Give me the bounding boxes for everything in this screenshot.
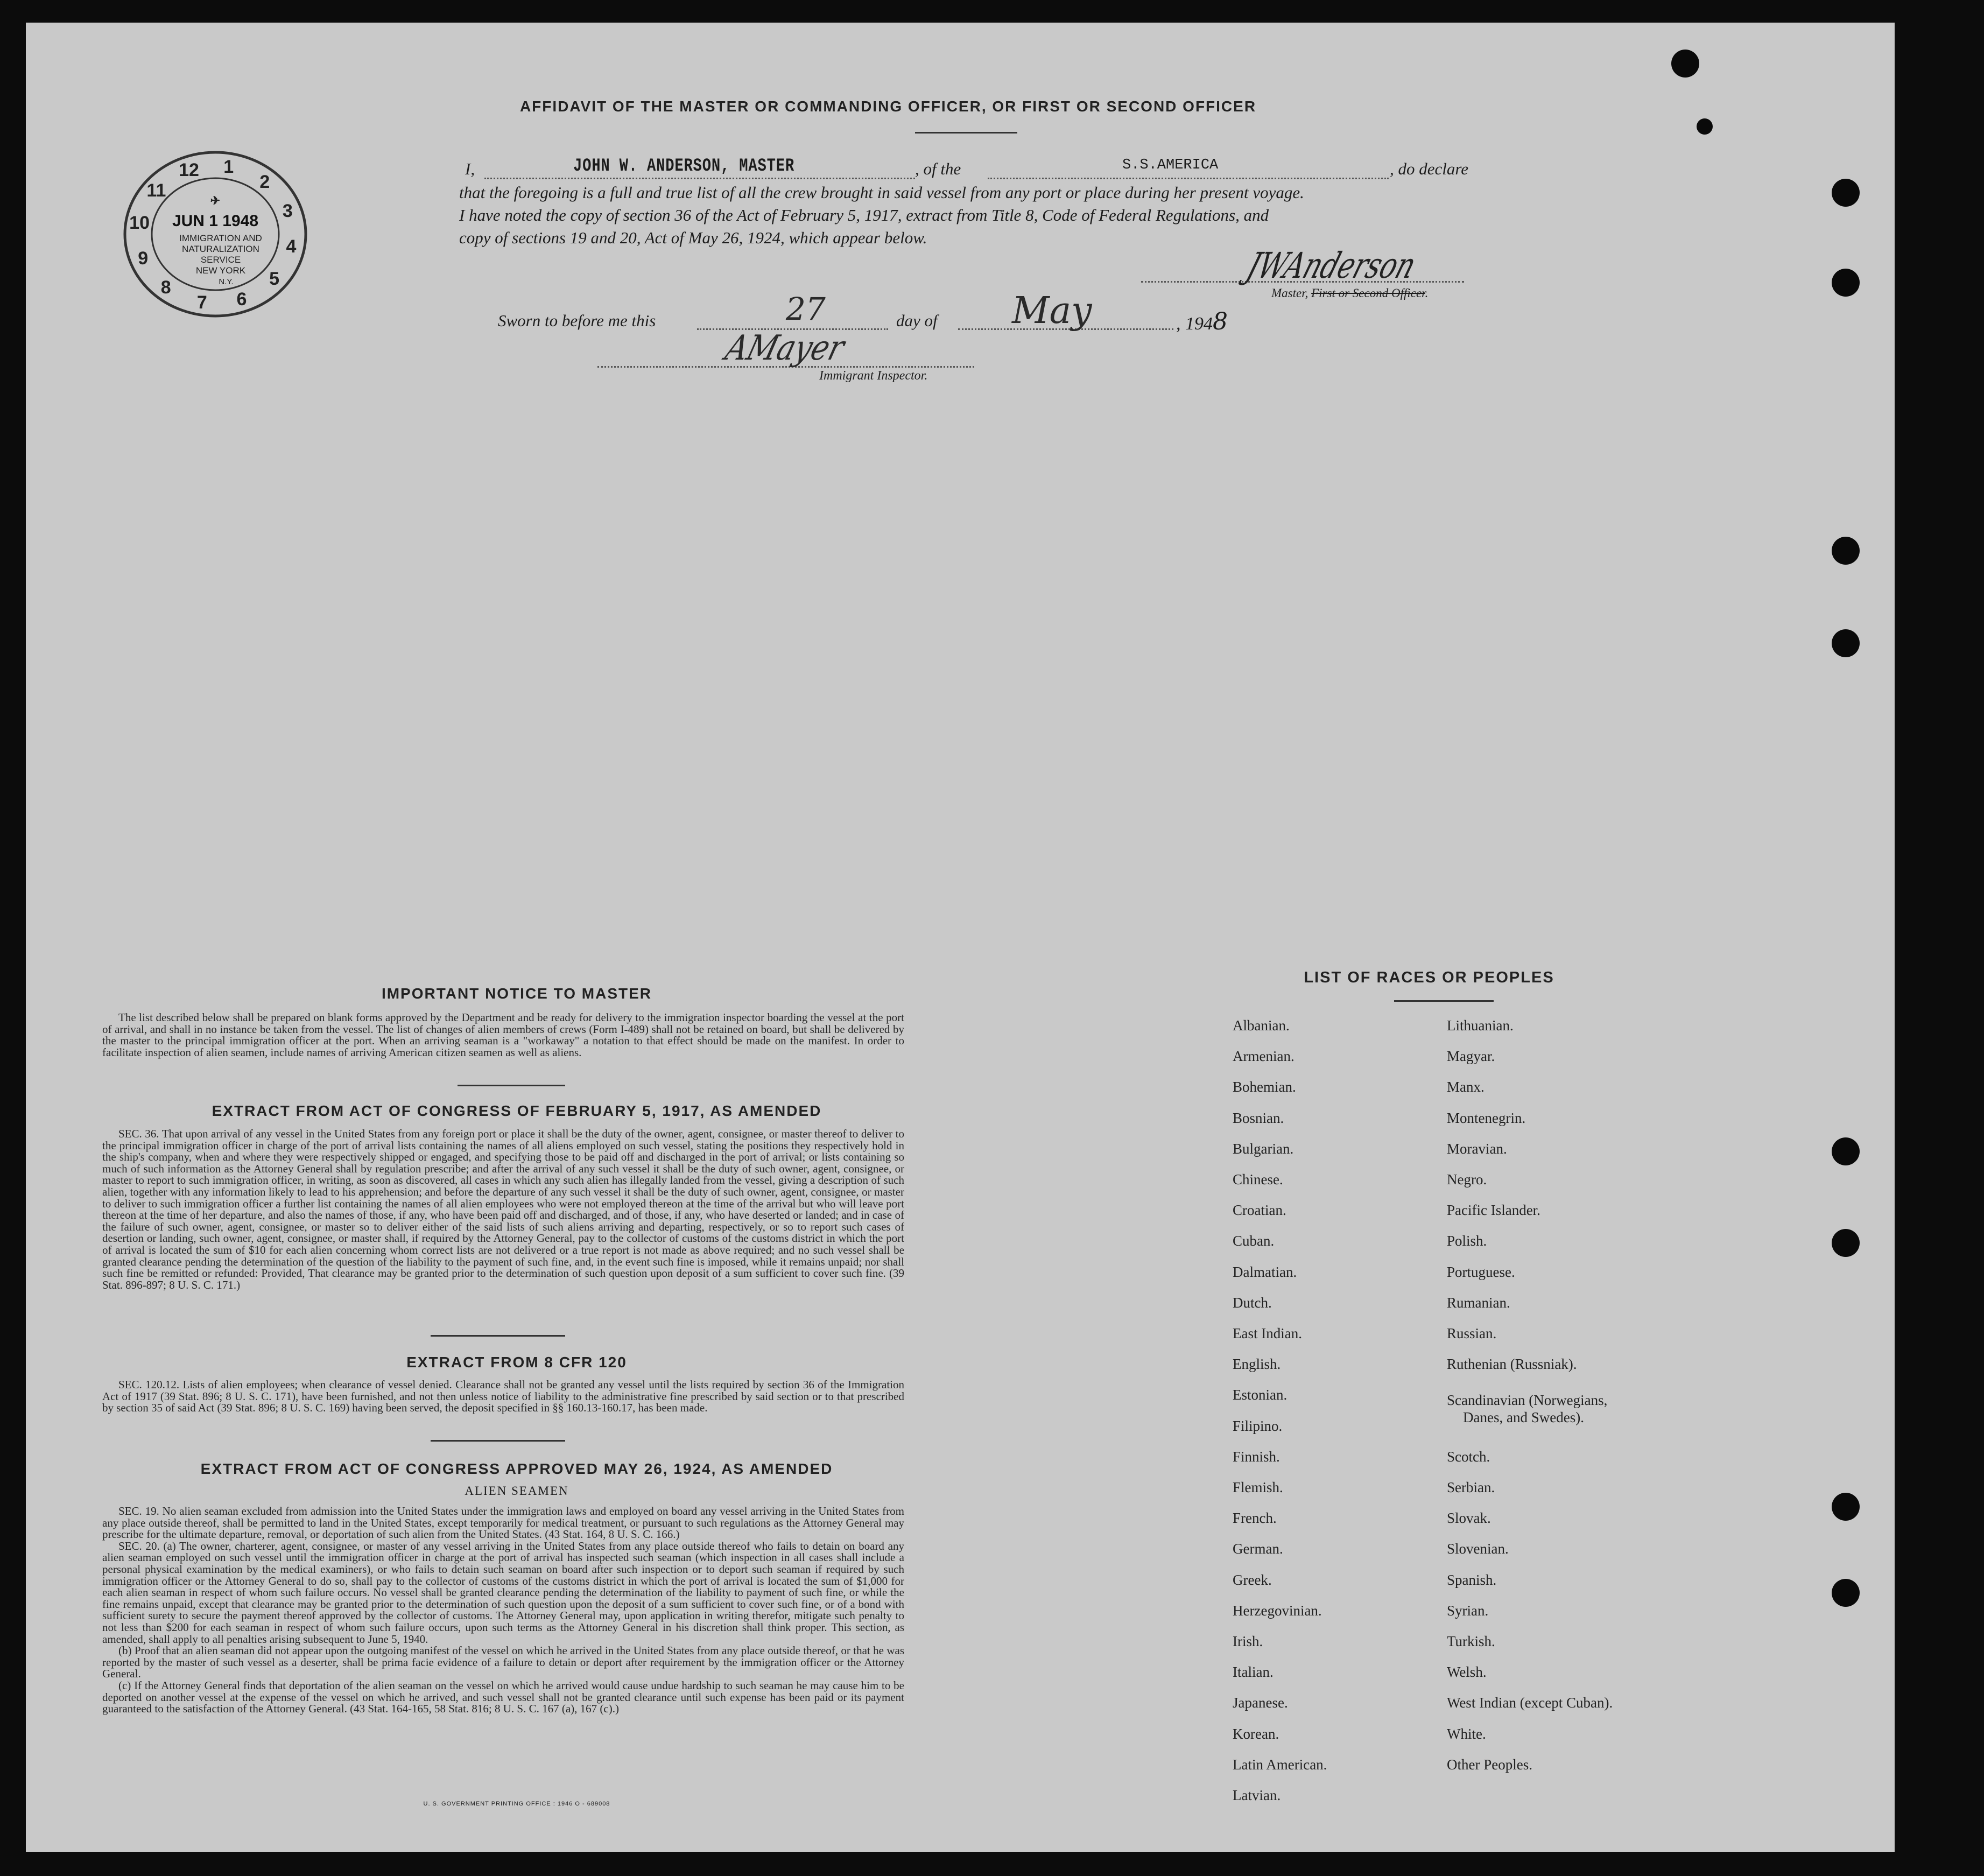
race-item: Bulgarian.: [1233, 1140, 1294, 1157]
affidavit-title: AFFIDAVIT OF THE MASTER OR COMMANDING OFFICER, OR FIRST OR SECOND OFFICER: [519, 98, 1257, 115]
affidavit-line-4: copy of sections 19 and 20, Act of May 26, 1924, which appear below.: [459, 228, 927, 247]
vessel-line: [988, 178, 1389, 179]
race-item: Negro.: [1447, 1171, 1487, 1188]
race-item: Lithuanian.: [1447, 1017, 1514, 1034]
races-rule: [1394, 1000, 1494, 1002]
punch-hole: [1832, 1493, 1860, 1521]
extract-cfr-title: EXTRACT FROM 8 CFR 120: [406, 1354, 627, 1371]
year-label: , 1948: [1176, 308, 1228, 335]
race-item: Dalmatian.: [1233, 1263, 1297, 1280]
race-item: White.: [1447, 1725, 1486, 1742]
race-item: Korean.: [1233, 1725, 1279, 1742]
alien-seamen-subtitle: ALIEN SEAMEN: [465, 1484, 569, 1498]
race-item: Ruthenian (Russniak).: [1447, 1356, 1577, 1373]
stamp-ring-number: 11: [146, 180, 166, 201]
month-value: May: [1012, 290, 1092, 332]
race-item: East Indian.: [1233, 1325, 1302, 1341]
stamp-ring-number: 1: [223, 156, 234, 177]
notice-text: The list described below shall be prepared on blank forms approved by the Department and be ready for delivery to the immigration inspector boarding the vessel at the port of arrival, and shall in no instance be taken from the vessel. The list of changes of alien members of crews (Form I-489) shall not be retained on board, but shall be delivered by the master to the principal immigration officer at the port. When an arriving seaman is a "workaway" a notation to that effect should be made on the manifest. In order to facilitate inspection of alien seamen, include names of arriving American citizen seamen as well as aliens.: [102, 1011, 904, 1059]
punch-hole: [1832, 269, 1860, 297]
race-item: West Indian (except Cuban).: [1447, 1695, 1613, 1711]
stamp-ring-number: 5: [269, 269, 280, 290]
master-name: JOHN W. ANDERSON, MASTER: [573, 156, 794, 177]
stamp-ring-number: 7: [196, 292, 207, 313]
race-item: Welsh.: [1447, 1664, 1487, 1681]
stamp-ring-number: 9: [138, 248, 149, 269]
sec-20b-text: (b) Proof that an alien seaman did not appear upon the outgoing manifest of the vessel on which he arrived in the United States from any place outside thereof, or that he was reported by the master of such vessel as a deserter, shall be prima facie evidence of a failure to detain or deport after requirement by the immigration officer or the Attorney General.: [102, 1644, 904, 1681]
svg-text:IMMIGRATION AND: IMMIGRATION AND: [179, 233, 262, 243]
notice-title: IMPORTANT NOTICE TO MASTER: [381, 985, 652, 1002]
race-item: French.: [1233, 1510, 1277, 1527]
race-item: Finnish.: [1233, 1448, 1280, 1465]
year-value: 8: [1213, 308, 1228, 335]
race-item: Dutch.: [1233, 1294, 1272, 1311]
race-item: Scotch.: [1447, 1448, 1490, 1465]
section-rule: [431, 1440, 565, 1442]
sworn-label: Sworn to before me this: [498, 311, 656, 330]
race-item: Russian.: [1447, 1325, 1497, 1341]
stamp-ring-number: 4: [286, 236, 297, 257]
race-item: Slovenian.: [1447, 1541, 1509, 1557]
extract-1917-title: EXTRACT FROM ACT OF CONGRESS OF FEBRUARY 5, 1917, AS AMENDED: [212, 1102, 822, 1119]
svg-text:NATURALIZATION: NATURALIZATION: [182, 244, 259, 254]
affidavit-line-3: I have noted the copy of section 36 of the Act of February 5, 1917, extract from Title 8, Code of Federal Regulations, and: [459, 206, 1269, 224]
race-item: Estonian.: [1233, 1387, 1288, 1403]
race-item: Slovak.: [1447, 1510, 1491, 1527]
race-item: Moravian.: [1447, 1140, 1507, 1157]
punch-hole: [1832, 179, 1860, 207]
stamp-ring-number: 10: [129, 212, 150, 233]
stamp-ring-number: 3: [282, 201, 293, 222]
race-item: Pacific Islander.: [1447, 1202, 1540, 1219]
race-item: Montenegrin.: [1447, 1109, 1526, 1126]
race-item: Portuguese.: [1447, 1263, 1515, 1280]
punch-hole: [1671, 50, 1699, 78]
svg-text:SERVICE: SERVICE: [200, 255, 241, 265]
punch-hole: [1697, 118, 1713, 135]
race-item: Irish.: [1233, 1633, 1263, 1649]
day-of-label: day of: [896, 311, 938, 330]
svg-text:N.Y.: N.Y.: [219, 277, 234, 286]
punch-hole: [1832, 629, 1860, 657]
race-item: Albanian.: [1233, 1017, 1290, 1034]
race-item: Filipino.: [1233, 1417, 1283, 1434]
race-item: Greek.: [1233, 1571, 1272, 1588]
punch-hole: [1832, 1229, 1860, 1257]
race-item: Syrian.: [1447, 1602, 1489, 1619]
race-item: Latvian.: [1233, 1787, 1281, 1803]
race-item: German.: [1233, 1541, 1283, 1557]
race-item: Herzegovinian.: [1233, 1602, 1322, 1619]
extract-1924-text: [102, 1506, 904, 1715]
race-item: English.: [1233, 1356, 1281, 1373]
extract-1924-title: EXTRACT FROM ACT OF CONGRESS APPROVED MAY 26, 1924, AS AMENDED: [200, 1460, 833, 1477]
immigration-stamp: [118, 145, 312, 323]
stamp-ring-number: 6: [236, 289, 247, 310]
races-right-column: [1447, 1017, 1716, 1814]
sec-20c-text: (c) If the Attorney General finds that deportation of the alien seaman on the vessel on which he arrived would cause undue hardship to such seaman he may cause him to be deported on another vessel at the expense of the vessel on which he arrived, and such vessel shall not be granted clearance until such expense has been paid or its payment guaranteed to the satisfaction of the Attorney General. (43 Stat. 164-165, 58 Stat. 816; 8 U. S. C. 167 (a), 167 (c).): [102, 1678, 904, 1716]
race-item: Turkish.: [1447, 1633, 1495, 1649]
stamp-ring-number: 2: [259, 171, 270, 192]
stamp-ring-number: 12: [179, 159, 199, 180]
sec-19-text: SEC. 19. No alien seaman excluded from admission into the United States under the immigration laws and employed on board any vessel arriving in the United States from any place outside thereof, shall be permitted to land in the United States, except temporarily for medical treatment, or pursuant to such regulations as the Attorney General may prescribe for the ultimate departure, removal, or deportation of such alien from the United States. (43 Stat. 164, 8 U. S. C. 166.): [102, 1505, 904, 1541]
sec-20a-text: SEC. 20. (a) The owner, charterer, agent, consignee, or master of any vessel arriving in the United States from any place outside thereof who fails to detain on board any alien seaman employed on such vessel until the immigration officer in charge at the port of arrival has inspected such seaman (which inspection in all cases shall include a personal physical examination by the medical examiners), or who fails to detain such seaman on board after such inspection or to deport such seaman if required by such immigration officer or the Attorney General to do so, shall pay to the collector of customs of the customs district in which the port of arrival is located the sum of $1,000 for each alien seaman in respect of whom such failure occurs. No vessel shall be granted clearance pending the determination of the liability to payment of such fine, or while the fine remains unpaid, except that clearance may be granted prior to the determination of such question upon the deposit of a sum sufficient to cover such fine, or of a bond with sufficient surety to secure the payment thereof approved by the collector of customs. The Attorney General may, upon application in writing therefor, mitigate such penalty to not less than $200 for each seaman in respect of whom such failure occurs, upon such terms as the Attorney General in his discretion shall think proper. This section, as amended, shall apply to all penalties arising subsequent to June 5, 1940.: [102, 1539, 904, 1646]
of-the-label: , of the: [915, 159, 961, 178]
do-declare-label: , do declare: [1390, 159, 1469, 178]
struck-officer-label: First or Second Officer: [1311, 286, 1425, 300]
race-item: Scandinavian (Norwegians,: [1447, 1392, 1608, 1409]
race-item: Other Peoples.: [1447, 1756, 1532, 1773]
svg-text:✈: ✈: [210, 194, 221, 207]
vessel-name: S.S.AMERICA: [1122, 157, 1219, 173]
stamp-date: JUN 1 1948: [172, 212, 259, 230]
race-item: Armenian.: [1233, 1048, 1294, 1065]
punch-hole: [1832, 1579, 1860, 1607]
race-item: Manx.: [1447, 1079, 1485, 1095]
race-item: Japanese.: [1233, 1695, 1288, 1711]
inspector-signature: AMayer: [721, 328, 849, 368]
punch-hole: [1832, 537, 1860, 565]
day-value: 27: [786, 291, 826, 327]
affidavit-line-2: that the foregoing is a full and true list of all the crew brought in said vessel from any port or place during her present voyage.: [459, 183, 1304, 202]
master-label: Master, First or Second Officer.: [1271, 286, 1429, 300]
race-item: Spanish.: [1447, 1571, 1497, 1588]
race-item: Polish.: [1447, 1233, 1487, 1249]
race-item: Bosnian.: [1233, 1109, 1284, 1126]
race-item: Italian.: [1233, 1664, 1274, 1681]
race-item: Serbian.: [1447, 1479, 1495, 1495]
race-item: Chinese.: [1233, 1171, 1283, 1188]
race-item: Flemish.: [1233, 1479, 1283, 1495]
title-rule: [915, 132, 1017, 134]
race-item: Latin American.: [1233, 1756, 1327, 1773]
race-item: Cuban.: [1233, 1233, 1275, 1249]
master-signature: JWAnderson: [1242, 245, 1422, 286]
race-item: Magyar.: [1447, 1048, 1495, 1065]
races-title: LIST OF RACES OR PEOPLES: [1304, 969, 1554, 986]
race-item: Danes, and Swedes).: [1463, 1409, 1584, 1426]
svg-text:NEW YORK: NEW YORK: [195, 265, 246, 276]
race-item: Rumanian.: [1447, 1294, 1510, 1311]
race-item: Bohemian.: [1233, 1079, 1296, 1095]
name-line: [484, 178, 915, 179]
stamp-ring-number: 8: [160, 277, 171, 298]
i-label: I,: [465, 159, 475, 178]
race-item: Croatian.: [1233, 1202, 1286, 1219]
section-rule: [458, 1085, 565, 1086]
inspector-label: Immigrant Inspector.: [819, 369, 928, 383]
extract-cfr-text: SEC. 120.12. Lists of alien employees; when clearance of vessel denied. Clearance shall not be granted any vessel until the lists required by section 36 of the Immigration Act of 1917 (39 Stat. 896; 8 U. S. C. 171), have been furnished, and not then unless notice of liability to the administrative fine prescribed by said section or to that prescribed by section 35 of said Act (39 Stat. 896; 8 U. S. C. 169) having been served, the deposit specified in §§ 160.13-160.17, has been made.: [102, 1378, 904, 1415]
races-left-column: [1233, 1017, 1437, 1814]
punch-hole: [1832, 1137, 1860, 1165]
section-rule: [431, 1335, 565, 1337]
printer-imprint: U. S. GOVERNMENT PRINTING OFFICE : 1946 O - 689008: [423, 1801, 610, 1807]
extract-1917-text: SEC. 36. That upon arrival of any vessel in the United States from any foreign port or place it shall be the duty of the owner, agent, consignee, or master thereof to deliver to the principal immigration officer in charge of the port of arrival lists containing the names of all aliens employed on such vessel, stating the positions they respectively hold in the ship's company, when and where they were respectively shipped or engaged, and specifying those to be paid off and discharged in the port of arrival; or lists containing so much of such information as the Attorney General shall by regulation prescribe; and after the arrival of any such vessel it shall be the duty of such owner, agent, consignee, or master to report to such immigration officer, in writing, as soon as discovered, all cases in which any such alien has illegally landed from the vessel, giving a description of such alien, together with any information likely to lead to his apprehension; and before the departure of any such vessel it shall be the duty of such owner, agent, consignee, or master to deliver to such immigration officer a further list containing the names of all alien employees who were not employed thereon at the time of the arrival but who will leave port thereon at the time of her departure, and also the names of those, if any, who have been paid off and discharged, and of those, if any, who have deserted or landed; and in case of the failure of such owner, agent, consignee, or master so to deliver either of the said lists of such aliens arriving and departing, respectively, or so to report such cases of desertion or landing, such owner, agent, consignee, or master shall, if required by the Attorney General, pay to the collector of customs of the customs district in which the port of arrival is located the sum of $10 for each alien concerning whom correct lists are not delivered or a true report is not made as above required; and no such vessel shall be granted clearance pending the determination of the question of the liability to the payment of such fine, and, in the event such fine is imposed, while it remains unpaid; nor shall such fine be remitted or refunded: Provided, That clearance may be granted prior to the determination of such question upon deposit of a sum sufficient to cover such fine. (39 Stat. 896-897; 8 U. S. C. 171.): [102, 1127, 904, 1291]
